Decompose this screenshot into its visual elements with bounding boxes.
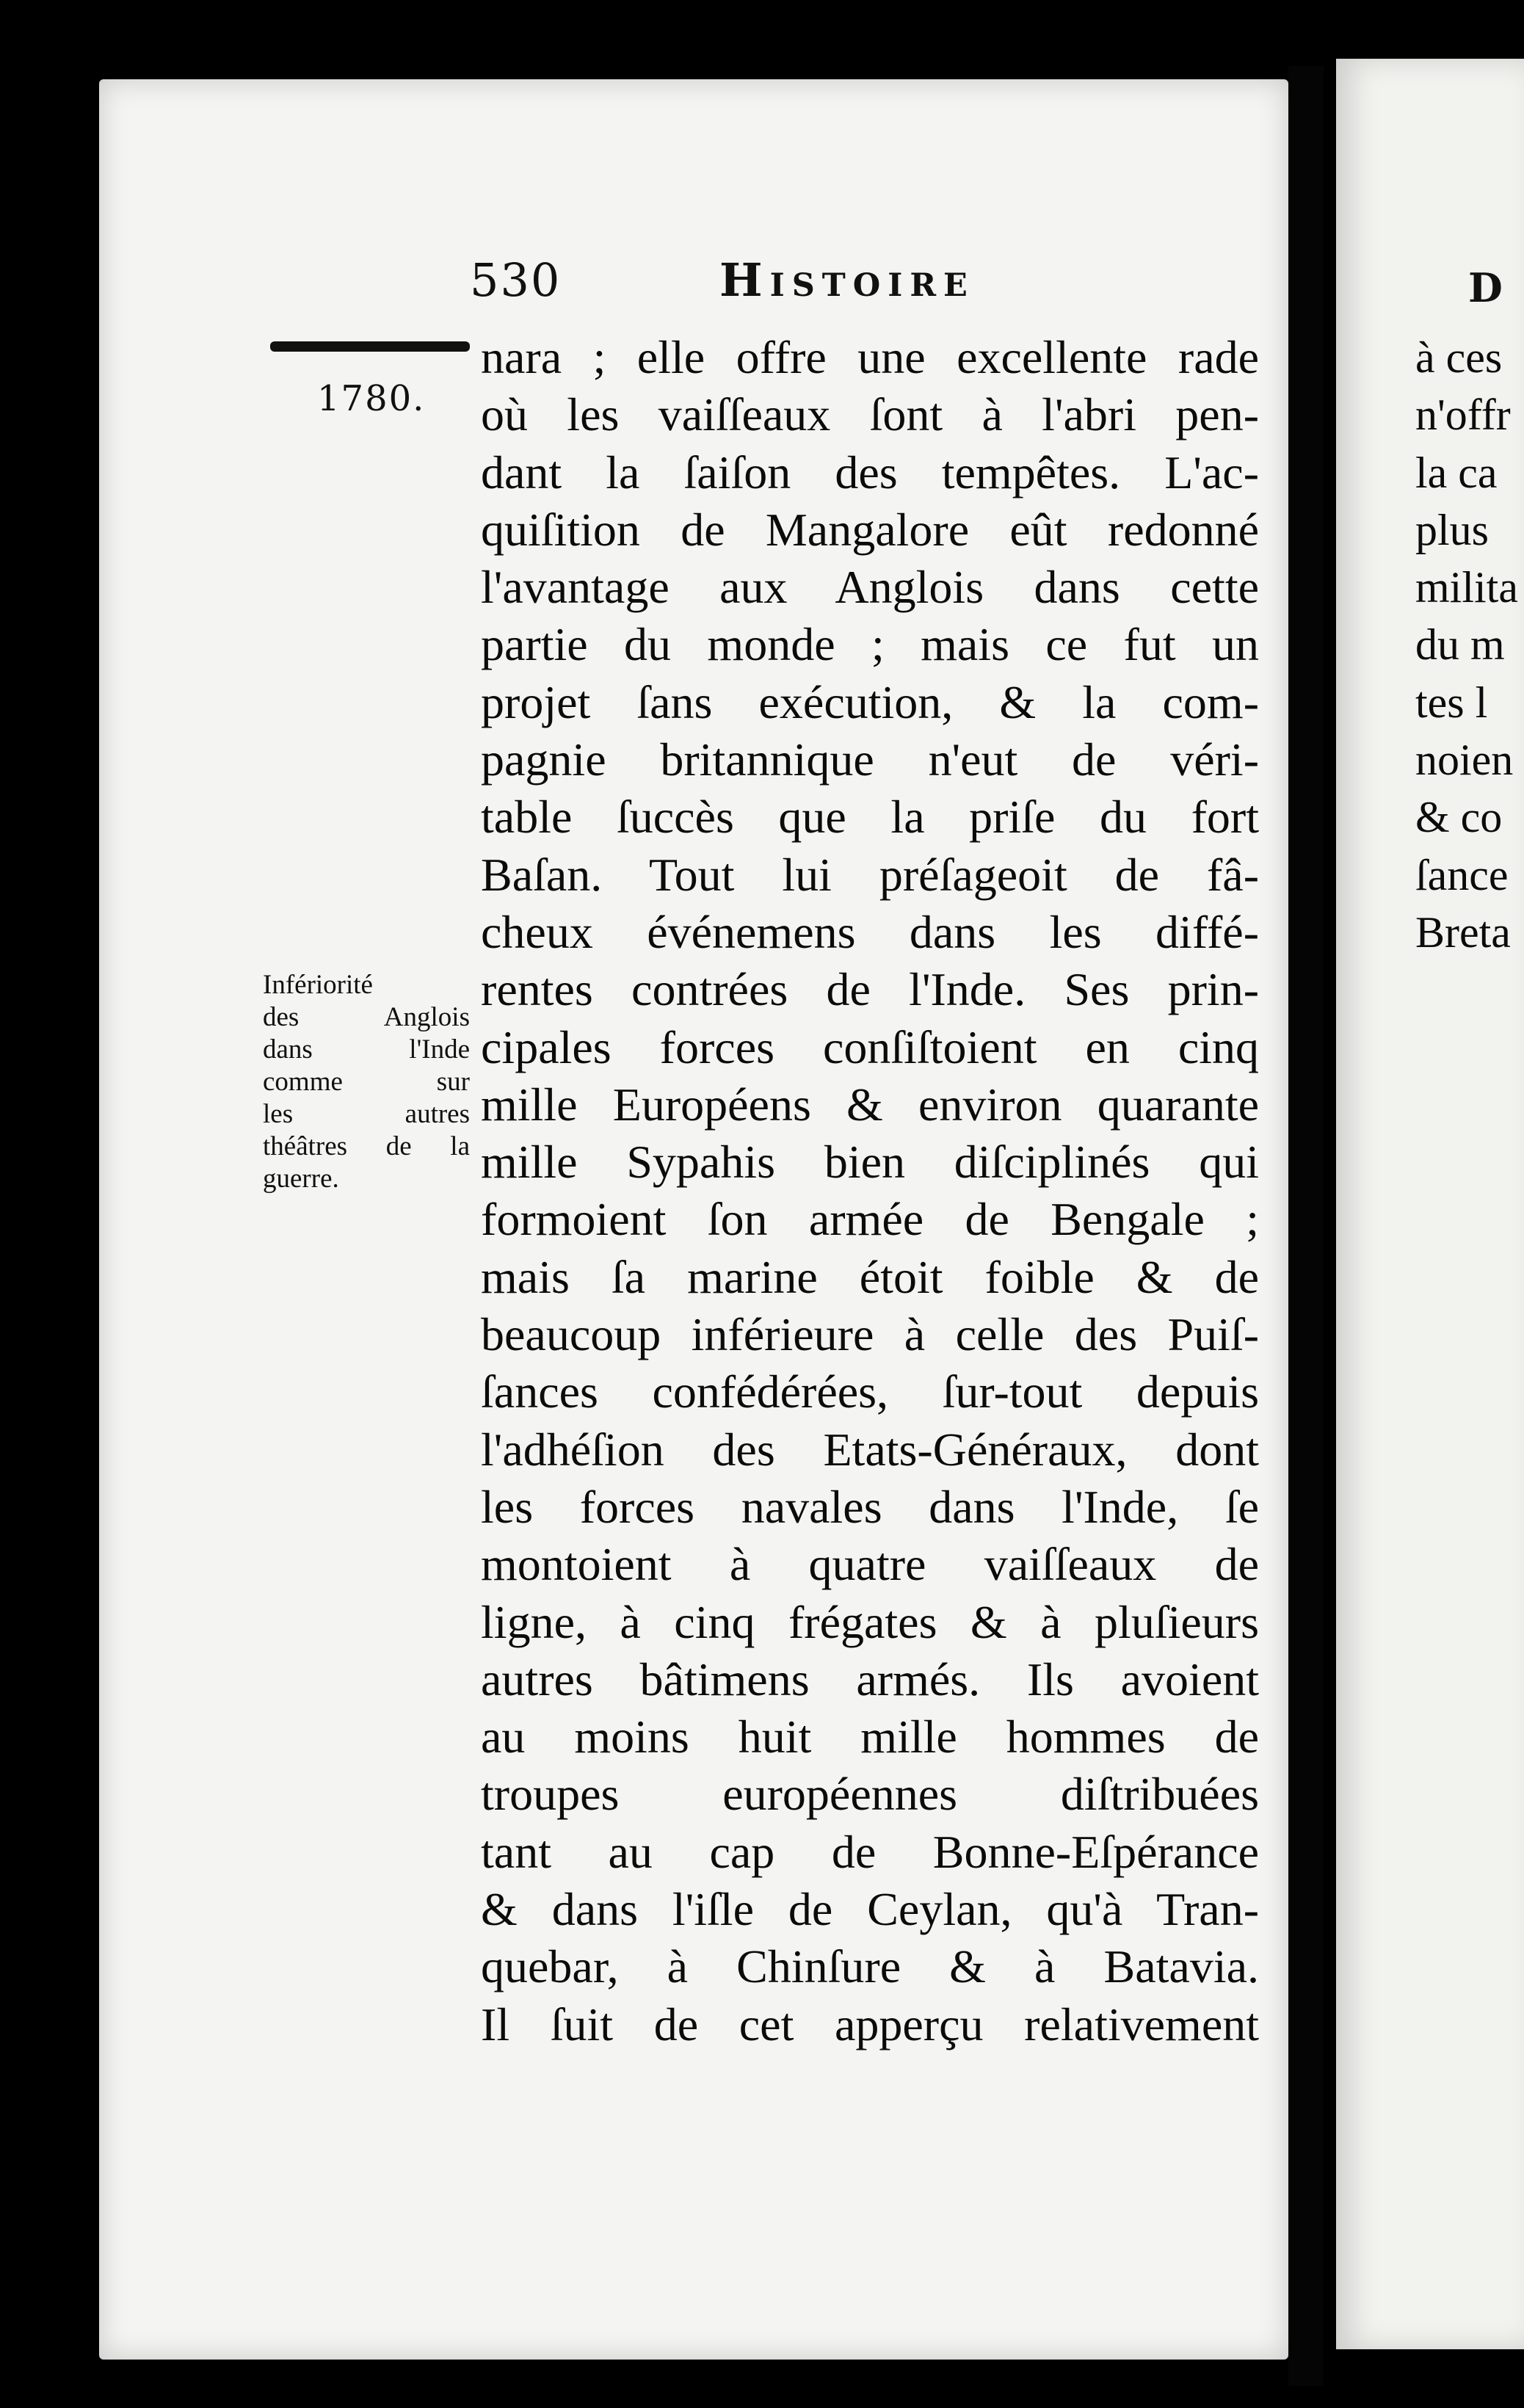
text-line: mille Européens & environ quarante	[481, 1078, 1259, 1131]
text-line: montoient à quatre vaiſſeaux de	[481, 1538, 1259, 1591]
marginal-note-line: les autres	[263, 1099, 470, 1129]
marginal-note-line: des Anglois	[263, 1002, 470, 1032]
facing-text-line: la ca	[1415, 448, 1498, 497]
text-line: beaucoup inférieure à celle des Puiſ-	[481, 1308, 1259, 1361]
marginal-note-line: dans l'Inde	[263, 1034, 470, 1065]
text-line: dant la ſaiſon des tempêtes. L'ac-	[481, 446, 1259, 498]
facing-text-line: du m	[1415, 620, 1505, 670]
margin-rule	[270, 341, 470, 352]
text-line: Il ſuit de cet apperçu relativement	[481, 1998, 1259, 2050]
text-line: l'avantage aux Anglois dans cette	[481, 561, 1259, 614]
text-line: quiſition de Mangalore eût redonné	[481, 503, 1259, 556]
text-line: cheux événemens dans les diffé-	[481, 905, 1259, 958]
text-line: formoient ſon armée de Bengale ;	[481, 1193, 1259, 1246]
marginal-note-line: théâtres de la	[263, 1131, 470, 1161]
text-line: & dans l'iſle de Ceylan, qu'à Tran-	[481, 1883, 1259, 1936]
text-line: cipales forces conſiſtoient en cinq	[481, 1020, 1259, 1073]
facing-text-line: noien	[1415, 736, 1514, 785]
text-line: rentes contrées de l'Inde. Ses prin-	[481, 963, 1259, 1016]
marginal-note	[263, 969, 470, 1195]
margin-year: 1780.	[317, 378, 426, 419]
page-number: 530	[470, 253, 562, 307]
facing-text-line: n'offr	[1415, 391, 1511, 440]
book-gutter	[1288, 66, 1324, 2386]
marginal-note-line: guerre.	[263, 1164, 339, 1194]
text-line: pagnie britannique n'eut de véri-	[481, 733, 1259, 786]
text-line: ligne, à cinq frégates & à pluſieurs	[481, 1595, 1259, 1648]
text-line: projet ſans exécution, & la com-	[481, 675, 1259, 728]
marginal-note-line: comme sur	[263, 1067, 470, 1097]
text-line: autres bâtimens armés. Ils avoient	[481, 1653, 1259, 1705]
text-line: où les vaiſſeaux ſont à l'abri pen-	[481, 388, 1259, 441]
body-text	[481, 329, 1259, 2053]
facing-text-line: & co	[1415, 793, 1503, 842]
text-line: quebar, à Chinſure & à Batavia.	[481, 1940, 1259, 1993]
facing-page-text	[1415, 329, 1518, 961]
facing-text-line: milita	[1415, 563, 1518, 612]
marginal-note-line: Infériorité	[263, 970, 373, 1000]
text-line: table ſuccès que la priſe du fort	[481, 791, 1259, 844]
facing-text-line: ſance	[1415, 850, 1509, 899]
facing-text-line: tes l	[1415, 678, 1488, 727]
text-line: au moins huit mille hommes de	[481, 1711, 1259, 1763]
text-line: Baſan. Tout lui préſageoit de fâ-	[481, 848, 1259, 901]
facing-page	[1336, 59, 1524, 2349]
text-line: les forces navales dans l'Inde, ſe	[481, 1480, 1259, 1533]
text-line: mille Sypahis bien diſciplinés qui	[481, 1136, 1259, 1189]
text-line: troupes européennes diſtribuées	[481, 1768, 1259, 1821]
text-line: l'adhéſion des Etats-Généraux, dont	[481, 1423, 1259, 1476]
text-line: tant au cap de Bonne-Eſpérance	[481, 1825, 1259, 1878]
text-line: partie du monde ; mais ce fut un	[481, 618, 1259, 671]
facing-text-line: à ces	[1415, 333, 1503, 382]
running-head	[470, 253, 1285, 312]
facing-text-line: plus	[1415, 505, 1489, 554]
facing-page-heading: D	[1468, 264, 1503, 311]
text-line: nara ; elle offre une excellente rade	[481, 331, 1259, 383]
text-line: mais ſa marine étoit foible & de	[481, 1250, 1259, 1303]
facing-text-line: Breta	[1415, 907, 1511, 957]
text-line: ſances confédérées, ſur-tout depuis	[481, 1366, 1259, 1418]
running-title: Histoire	[719, 253, 975, 307]
